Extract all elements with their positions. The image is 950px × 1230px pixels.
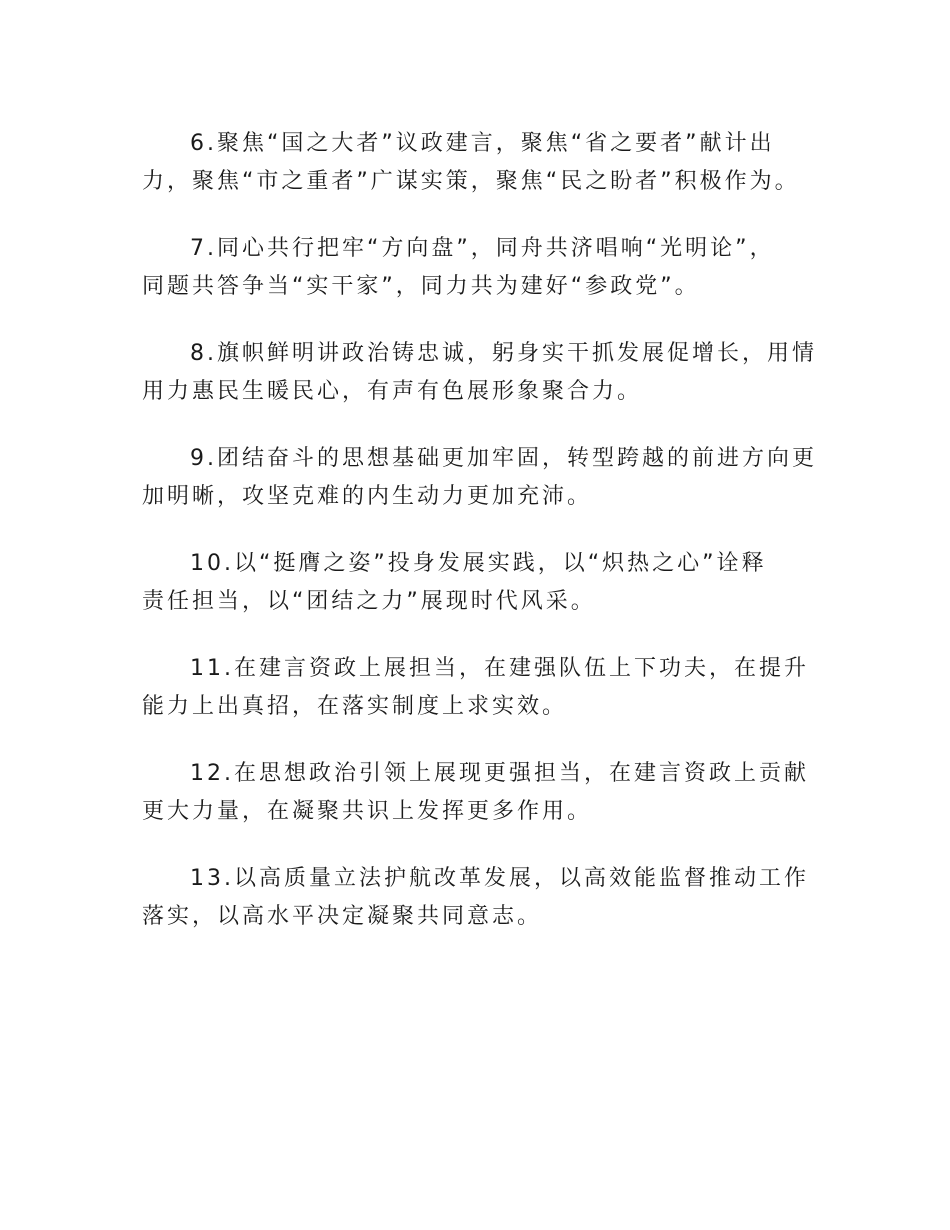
paragraph-item-9 xyxy=(142,440,832,516)
paragraph-line: 落实，以高水平决定凝聚共同意志。 xyxy=(142,904,543,929)
paragraph-line: 力，聚焦“市之重者”广谋实策，聚焦“民之盼者”积极作为。 xyxy=(142,169,800,194)
paragraph-item-13 xyxy=(142,860,832,936)
paragraph-line: 更大力量，在凝聚共识上发挥更多作用。 xyxy=(142,799,593,824)
paragraph-line: 9.团结奋斗的思想基础更加牢固，转型跨越的前进方向更 xyxy=(190,446,817,471)
paragraph-item-7 xyxy=(142,230,832,306)
paragraph-item-6 xyxy=(142,125,832,201)
paragraph-line: 6.聚焦“国之大者”议政建言，聚焦“省之要者”献计出 xyxy=(190,131,775,156)
paragraph-item-11 xyxy=(142,650,832,726)
paragraph-line: 能力上出真招，在落实制度上求实效。 xyxy=(142,694,568,719)
paragraph-line: 加明晰，攻坚克难的内生动力更加充沛。 xyxy=(142,484,593,509)
paragraph-line: 8.旗帜鲜明讲政治铸忠诚，躬身实干抓发展促增长，用情 xyxy=(190,341,817,366)
document-body xyxy=(142,125,832,965)
paragraph-line: 用力惠民生暖民心，有声有色展形象聚合力。 xyxy=(142,379,643,404)
paragraph-item-8 xyxy=(142,335,832,411)
paragraph-line: 13.以高质量立法护航改革发展，以高效能监督推动工作 xyxy=(190,866,809,891)
paragraph-line: 7.同心共行把牢“方向盘”，同舟共济唱响“光明论”， xyxy=(190,236,775,261)
paragraph-item-10 xyxy=(142,545,832,621)
paragraph-line: 责任担当，以“团结之力”展现时代风采。 xyxy=(142,589,596,614)
paragraph-line: 12.在思想政治引领上展现更强担当，在建言资政上贡献 xyxy=(190,761,809,786)
paragraph-item-12 xyxy=(142,755,832,831)
paragraph-line: 11.在建言资政上展担当，在建强队伍上下功夫，在提升 xyxy=(190,656,809,681)
paragraph-line: 同题共答争当“实干家”，同力共为建好“参政党”。 xyxy=(142,274,700,299)
paragraph-line: 10.以“挺膺之姿”投身发展实践，以“炽热之心”诠释 xyxy=(190,551,767,576)
